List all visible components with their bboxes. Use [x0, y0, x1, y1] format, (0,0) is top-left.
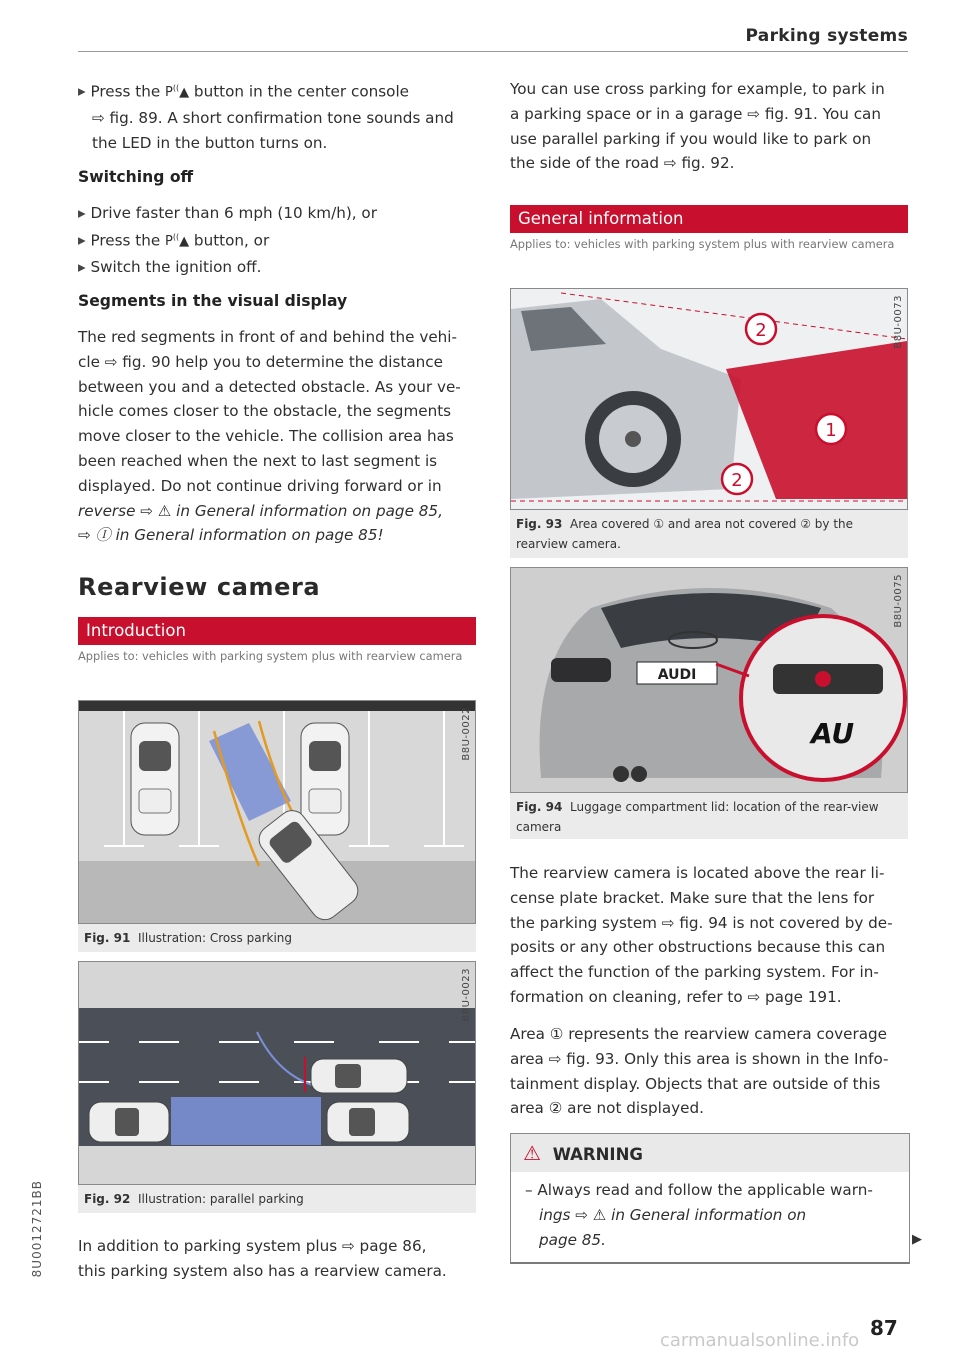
figure-caption-text: Luggage compartment lid: location of the rear-view camera [516, 800, 879, 834]
text-line: displayed. Do not continue driving forward or in [78, 476, 442, 495]
applies-to-note: Applies to: vehicles with parking system plus with rearview camera [510, 237, 895, 251]
intro-block [78, 77, 478, 156]
parallel-parking-svg [79, 962, 475, 1184]
text-line: ⇨ Ⓘ in General information on page 85! [78, 526, 384, 545]
continue-arrow-icon: ▶ [912, 1232, 922, 1247]
rearview-camera-title: Rearview camera [78, 573, 321, 601]
text-line: been reached when the next to last segment is [78, 451, 438, 470]
figure-code: B8U-0075 [893, 574, 904, 628]
applies-to-note: Applies to: vehicles with parking system plus with rearview camera [78, 649, 463, 663]
text-line: The rearview camera is located above the rear li- [510, 864, 885, 882]
figure-caption-text: Illustration: parallel parking [137, 1192, 304, 1206]
text-line: hicle comes closer to the obstacle, the segments [78, 402, 452, 421]
camera-location-paragraph [510, 861, 908, 1010]
coverage-marker-1: 1 [825, 420, 837, 441]
watermark: carmanualsonline.info [660, 1330, 860, 1351]
intro-line-1: ▸ Press the P((▲ button in the center console [78, 77, 478, 106]
list-item: ▸ Switch the ignition off. [78, 255, 478, 280]
warning-box [510, 1133, 910, 1264]
warning-body [511, 1172, 909, 1262]
coverage-marker-2b: 2 [731, 470, 743, 491]
park-button-icon: P((▲ [165, 84, 190, 101]
text-line: formation on cleaning, refer to ⇨ page 191. [510, 987, 842, 1006]
text-line: use parallel parking if you would like to park on [510, 129, 872, 148]
figure-caption [510, 793, 908, 841]
trunk-badge: AUDI [657, 667, 697, 683]
list-item: ▸ Drive faster than 6 mph (10 km/h), or [78, 201, 478, 226]
section-title: Parking systems [745, 26, 908, 46]
bottom-paragraph [78, 1234, 478, 1284]
text-line: You can use cross parking for example, to park in [510, 80, 885, 98]
figure-caption [78, 924, 476, 952]
text-line: move closer to the vehicle. The collision area has [78, 427, 454, 446]
camera-coverage-svg [511, 289, 907, 509]
figure-label: Fig. 92 [84, 1192, 131, 1206]
parallel-parking-illustration [78, 961, 476, 1185]
text-line: ings ⇨ ⚠ in General information on [539, 1205, 807, 1224]
zoom-badge-text: AU [811, 717, 855, 750]
list-item: ▸ Press the P((▲ button, or [78, 226, 478, 255]
figure-code: B8U-0073 [893, 295, 904, 349]
text-line: the parking system ⇨ fig. 94 is not covered by de- [510, 913, 893, 932]
text-line: area ⇨ fig. 93. Only this area is shown in the Info- [510, 1049, 889, 1068]
intro-line-2: ⇨ fig. 89. A short confirmation tone sounds and [92, 109, 454, 128]
warning-title: WARNING [552, 1145, 643, 1164]
text-line: cle ⇨ fig. 90 help you to determine the distance [78, 352, 443, 371]
intro-line-3: the LED in the button turns on. [92, 133, 328, 152]
warning-icon: ⚠ [523, 1141, 541, 1165]
park-button-icon: P((▲ [165, 232, 190, 250]
text-line: In addition to parking system plus ⇨ page 86, [78, 1237, 427, 1255]
switching-off-heading: Switching off [78, 168, 194, 186]
figure-94 [510, 567, 908, 839]
figure-caption [510, 510, 908, 558]
page-number: 87 [870, 1316, 898, 1340]
header-rule [78, 51, 908, 52]
cross-parking-svg [79, 701, 475, 923]
figure-caption-text: Illustration: Cross parking [137, 931, 293, 945]
figure-code: B8U-0022 [461, 707, 472, 761]
coverage-marker-2: 2 [755, 320, 767, 341]
text-line: area ② are not displayed. [510, 1099, 704, 1118]
text-line: page 85. [539, 1230, 606, 1249]
text-line: a parking space or in a garage ⇨ fig. 91. You can [510, 104, 881, 123]
text-line: this parking system also has a rearview camera. [78, 1261, 447, 1280]
right-intro-paragraph [510, 77, 908, 176]
camera-location-illustration [510, 567, 908, 793]
segments-heading: Segments in the visual display [78, 292, 348, 310]
text-line: between you and a detected obstacle. As your ve- [78, 377, 461, 396]
text-line: the side of the road ⇨ fig. 92. [510, 154, 735, 173]
coverage-paragraph [510, 1022, 908, 1121]
cross-parking-illustration [78, 700, 476, 924]
text-line: Area ① represents the rearview camera coverage [510, 1025, 887, 1043]
document-code: 8U0012721BB [30, 1180, 44, 1278]
figure-label: Fig. 91 [84, 931, 131, 945]
text-line: The red segments in front of and behind the vehi- [78, 328, 457, 346]
camera-coverage-illustration [510, 288, 908, 510]
segments-paragraph [78, 325, 480, 548]
figure-caption-text: Area covered ① and area not covered ② by the rearview camera. [516, 517, 854, 551]
figure-caption [78, 1185, 476, 1213]
figure-93 [510, 288, 908, 558]
introduction-bar: Introduction [78, 617, 476, 645]
figure-code: B8U-0023 [461, 968, 472, 1022]
warning-header [511, 1134, 909, 1172]
figure-label: Fig. 93 [516, 517, 563, 531]
text-line: affect the function of the parking system. For in- [510, 963, 879, 982]
text-line: cense plate bracket. Make sure that the lens for [510, 888, 875, 907]
figure-91 [78, 700, 476, 952]
text-line: posits or any other obstructions because this can [510, 938, 886, 957]
text-line: – Always read and follow the applicable warn- [525, 1181, 873, 1199]
text-line: tainment display. Objects that are outside of this [510, 1074, 881, 1093]
switch-off-list [78, 201, 478, 280]
text-line: reverse ⇨ ⚠ in General information on page 85, [78, 501, 443, 520]
figure-92 [78, 961, 476, 1213]
figure-label: Fig. 94 [516, 800, 563, 814]
general-information-bar: General information [510, 205, 908, 233]
camera-location-svg [511, 568, 907, 792]
